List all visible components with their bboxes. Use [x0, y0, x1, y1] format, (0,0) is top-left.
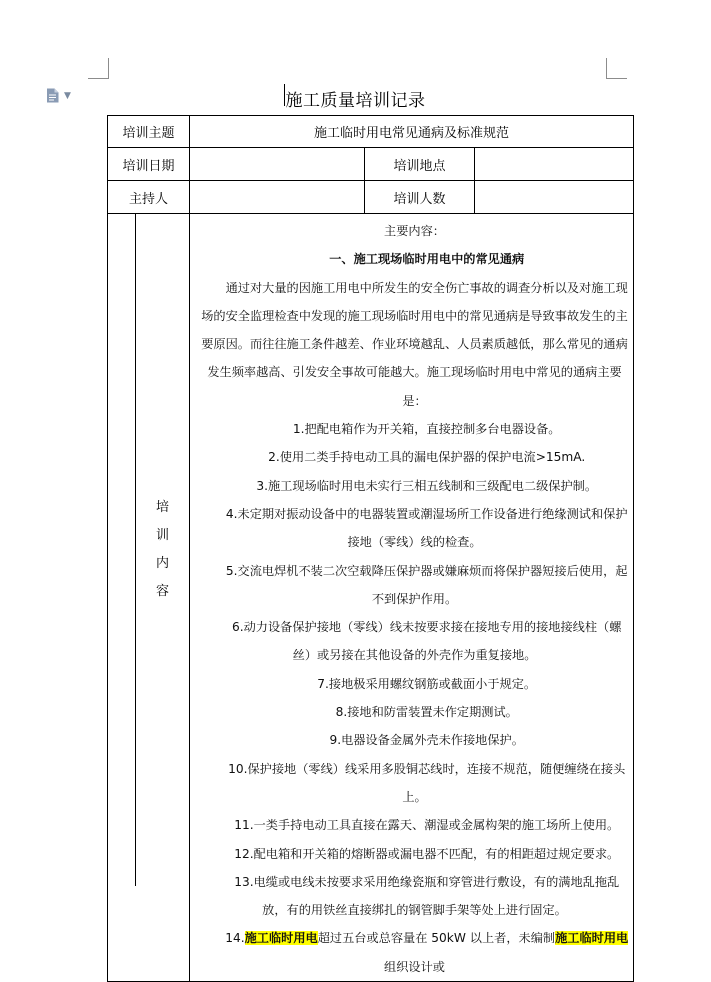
- list-item: 5.交流电焊机不装二次空载降压保护器或嫌麻烦而将保护器短接后使用，起不到保护作用。: [225, 563, 628, 606]
- table-row-topic: [108, 116, 634, 148]
- list-item: 10.保护接地（零线）线采用多股铜芯线时，连接不规范，随便缠绕在接头上。: [228, 761, 626, 804]
- list-item: 12.配电箱和开关箱的熔断器或漏电器不匹配，有的相距超过规定要求。: [234, 846, 620, 861]
- document-title[interactable]: 施工质量培训记录: [285, 91, 426, 111]
- table-row-host-count: [108, 181, 634, 214]
- list-item: 7.接地极采用螺纹钢筋或截面小于规定。: [317, 676, 537, 691]
- host-label: 主持人: [108, 181, 190, 214]
- location-value[interactable]: [475, 148, 634, 181]
- highlighted-text: 施工临时用电: [555, 931, 629, 946]
- content-label-char: 内: [155, 556, 169, 571]
- date-value[interactable]: [190, 148, 365, 181]
- list-item: 13.电缆或电线未按要求采用绝缘瓷瓶和穿管进行敷设，有的满地乱拖乱放，有的用铁丝直接绑扎的钢管脚手架等处上进行固定。: [234, 874, 620, 918]
- item14-suffix: 组织设计或: [384, 959, 445, 974]
- list-item: 8.接地和防雷装置未作定期测试。: [335, 705, 518, 720]
- item14-middle: 超过五台或总容量在 50kW 以上者，未编制: [317, 931, 556, 946]
- training-record-table: [107, 115, 634, 982]
- item14-prefix: 14.: [225, 931, 245, 946]
- list-item: 1.把配电箱作为开关箱，直接控制多台电器设备。: [292, 422, 561, 437]
- content-body-cell[interactable]: [190, 214, 634, 982]
- table-row-content: [108, 214, 634, 982]
- list-item: 3.施工现场临时用电未实行三相五线制和三级配电二级保护制。: [256, 478, 598, 493]
- page-corner-mark-top-right: [606, 58, 627, 79]
- list-item: 4.未定期对振动设备中的电器装置或潮湿场所工作设备进行绝缘测试和保护接地（零线）线的检查。: [225, 506, 628, 550]
- content-body: [190, 214, 633, 981]
- highlighted-text: 施工临时用电: [244, 931, 318, 946]
- location-label: 培训地点: [365, 148, 475, 181]
- content-paragraph: 通过对大量的因施工用电中所发生的安全伤亡事故的调查分析以及对施工现场的安全监理检查中发现的施工现场临时用电中的常见通病是导致事故发生的主要原因。而往往施工条件越差、作业环境越乱、人员素质越低，那么常见的通病发生频率越高、引发安全事故可能越大。施工现场临时用电中常见的通病主要是：: [201, 280, 628, 408]
- list-item: 6.动力设备保护接地（零线）线未按要求接在接地专用的接地接线柱（螺丝）或另接在其他设备的外壳作为重复接地。: [231, 620, 622, 663]
- attendee-count-value[interactable]: [475, 181, 634, 214]
- topic-label: 培训主题: [108, 116, 190, 148]
- topic-value[interactable]: 施工临时用电常见通病及标准规范: [190, 116, 634, 148]
- date-label: 培训日期: [108, 148, 190, 181]
- content-label-char: 训: [155, 528, 169, 543]
- attendee-count-label: 培训人数: [365, 181, 475, 214]
- table-row-date-location: [108, 148, 634, 181]
- list-item: 9.电器设备金属外壳未作接地保护。: [329, 733, 524, 748]
- content-label-char: 容: [155, 584, 169, 599]
- content-label-cell: [108, 214, 190, 982]
- content-intro: 主要内容：: [384, 224, 445, 238]
- host-value[interactable]: [190, 181, 365, 214]
- list-item: 11.一类手持电动工具直接在露天、潮湿或金属构架的施工场所上使用。: [234, 818, 620, 833]
- page-corner-mark-top-left: [88, 58, 109, 79]
- section-heading: 一、施工现场临时用电中的常见通病: [329, 252, 525, 267]
- list-item-14: [200, 924, 629, 981]
- list-item: 2.使用二类手持电动工具的漏电保护器的保护电流>15mA.: [268, 450, 586, 465]
- content-label-char: 培: [155, 500, 169, 515]
- chevron-down-icon[interactable]: ▼: [64, 91, 71, 101]
